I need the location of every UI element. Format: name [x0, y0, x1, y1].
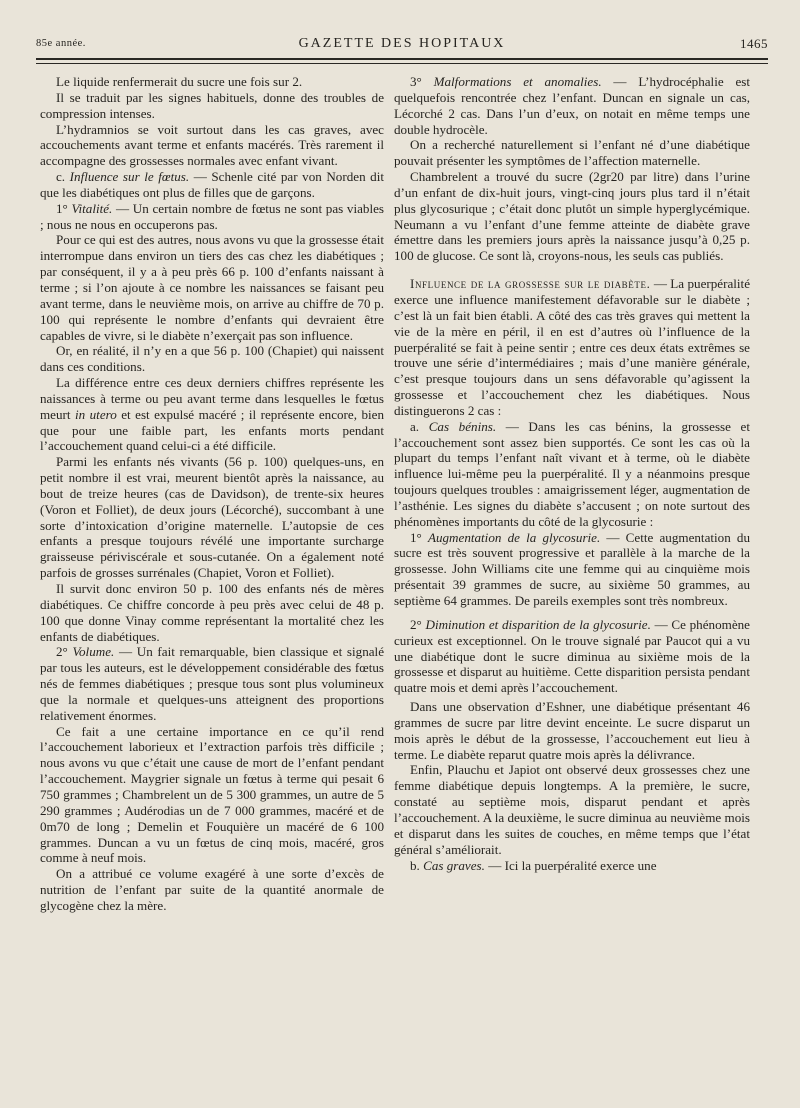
paragraph: b. Cas graves. — Ici la puerpéralité exerce une	[410, 857, 657, 873]
paragraph: 1° Augmentation de la glycosurie. — Cette augmentation du sucre est très souvent progressive et parallèle à la marche de la grossesse. John Williams cite une femme qui au cinquième mois présentait 39 grammes de sucre, au sixième 50 grammes, au septième 64 grammes. De pareils exemples sont très nombreux.	[394, 529, 751, 608]
right-column	[394, 74, 750, 873]
section-heading: Malformations et anomalies.	[433, 74, 602, 89]
paragraph: 1° Vitalité. — Un certain nombre de fœtus ne sont pas viables ; nous ne nous en occuperons pas.	[40, 200, 384, 232]
page-header	[36, 34, 768, 56]
paragraph: Il se traduit par les signes habituels, donne des troubles de compression intenses.	[40, 89, 384, 121]
section-heading: Influence sur le fœtus.	[69, 169, 190, 185]
paragraph: a. Cas bénins. — Dans les cas bénins, la grossesse et l’accouchement sont assez bien supportés. Ce sont les cas où la plupart du temps l’enfant naît vivant et à terme, où le diabète influence lui-même peu la puerpéralité. Il y a néanmoins presque toujours quelques troubles : amaigrissement léger, augmentation de l’asthénie. Les signes du diabète s’accusent ; on note surtout des phénomènes importants du côté de la glycosurie :	[394, 418, 750, 529]
paragraph: Pour ce qui est des autres, nous avons vu que la grossesse était interrompue dans environ un tiers des cas chez les diabétiques ; par conséquent, il y a à peu près 66 p. 100 d’enfants naissant à terme ; si l’on ajoute à ce nombre les naissances se faisant peu avant terme, dans le neuvième mois, on arrive au chiffre de 70 p. 100 qui représente le nombre d’enfants qui devraient être capables de vivre, si le diabète n’exerçait pas son influence.	[40, 232, 384, 343]
section-heading: Vitalité.	[71, 200, 113, 216]
paragraph: Il survit donc environ 50 p. 100 des enfants nés de mères diabétiques. Ce chiffre concorde à peu près avec celui de 48 p. 100 que donne Vinay comme représentant la mortalité chez les enfants de diabétiques.	[40, 581, 384, 644]
paragraph: 2° Volume. — Un fait remarquable, bien classique et signalé par tous les auteurs, est le développement considérable des fœtus nés de femmes diabétiques ; presque tous sont plus volumineux que la normale et quelques-uns atteignent des proportions relativement énormes.	[40, 644, 385, 723]
paragraph: Ce fait a une certaine importance en ce qu’il rend l’accouchement laborieux et l’extraction parfois très difficile ; nous avons vu que c’était une cause de mort de l’enfant pendant l’accouchement. Maygrier signale un fœtus à terme qui pesait 6 750 grammes ; Chambrelent un de 5 300 grammes, un autre de 5 290 grammes ; Audérodias un de 7 000 grammes, macéré et de 0m70 de long ; Demelin et Fouquière un macéré de 6 100 grammes. Duncan a vu un fœtus de cinq mois, macéré, gros comme à neuf mois.	[40, 723, 384, 866]
section-heading: Augmentation de la glycosurie.	[427, 529, 601, 545]
paragraph: Enfin, Plauchu et Japiot ont observé deux grossesses chez une femme diabétique depuis longtemps. A la première, le sucre, constaté au septième mois, disparut pendant et après l’accouchement. A la deuxième, le sucre diminua au neuvième mois et disparut dans les suites de couches, en même temps que l’état général s’améliorait.	[394, 762, 750, 857]
issue-year: 85e année.	[36, 38, 86, 49]
paragraph: Parmi les enfants nés vivants (56 p. 100) quelques-uns, en petit nombre il est vrai, meurent bientôt après la naissance, au bout de treize heures (cas de Davidson), de trente-six heures (Voron et Folliet), de deux jours (Lécorché), succombant à une sorte d’intoxication d’origine maternelle. L’autopsie de ces enfants a presque toujours révélé une importante surcharge graisseuse périviscérale et sous-cutanée. On a également noté parfois de grosses surrénales (Chapiet, Voron et Folliet).	[40, 454, 384, 581]
paragraph: Le liquide renfermerait du sucre une fois sur 2.	[56, 74, 303, 89]
paragraph: L’hydramnios se voit surtout dans les cas graves, avec accouchements avant terme et enfants macérés. Très rarement il accompagne des grossesses normales avec enfant vivant.	[40, 121, 384, 169]
section-heading: Volume.	[72, 644, 115, 660]
paragraph: On a attribué ce volume exagéré à une sorte d’excès de nutrition de l’enfant par suite de la quantité anormale de glycogène chez la mère.	[40, 866, 384, 913]
paragraph: Or, en réalité, il n’y en a que 56 p. 100 (Chapiet) qui naissent dans ces conditions.	[40, 343, 384, 375]
paragraph: On a recherché naturellement si l’enfant né d’une diabétique pouvait présenter les symptômes de l’affection maternelle.	[394, 137, 750, 169]
publication-title: GAZETTE DES HOPITAUX	[298, 36, 506, 51]
section-heading: Diminution et disparition de la glycosurie.	[425, 616, 651, 632]
page-number: 1465	[740, 36, 768, 51]
header-rule-thick	[36, 58, 768, 60]
paragraph: 2° Diminution et disparition de la glycosurie. — Ce phénomène curieux est exceptionnel. On le trouve signalé par Paucot qui a vu une diabétique dont le sucre diminua au sixième mois de la grossesse et disparut au huitième. Cette disparition persista pendant quatre mois et demi après l’accouchement.	[394, 616, 750, 696]
paragraph: La différence entre ces deux derniers chiffres représente les naissances à terme ou peu avant terme dans lesquelles le fœtus meurt in utero et est expulsé macéré ; il représente encore, bien que pour une faible part, les enfants morts pendant l’accouchement quand celui-ci a été difficile.	[40, 375, 384, 454]
paragraph: c. Influence sur le fœtus. — Schenle cité par von Norden dit que les diabétiques ont plus de filles que de garçons.	[40, 169, 384, 200]
paragraph: 3° Malformations et anomalies. — L’hydrocéphalie est quelquefois rencontrée chez l’enfant. Duncan en signale un cas, Lécorché 2 cas. Dans l’un d’eux, on notait en même temps une double hydrocèle.	[394, 74, 750, 137]
section-heading: Cas graves.	[423, 857, 485, 873]
header-rule-thin	[36, 63, 768, 64]
section-heading: Cas bénins.	[428, 418, 497, 434]
section-heading: Influence de la grossesse sur le diabète.	[410, 276, 651, 292]
paragraph: Dans une observation d’Eshner, une diabétique présentant 46 grammes de sucre par litre devint enceinte. Le sucre disparut un mois après le début de la grossesse, l’accouchement eut lieu à terme. Le diabète reparut quatre mois après la délivrance.	[394, 699, 750, 762]
paragraph: Chambrelent a trouvé du sucre (2gr20 par litre) dans l’urine d’un enfant de dix-huit jours, vingt-cinq jours plus tard il n’était plus glycosurique ; c’était donc plutôt un simple hyperglycémique. Neumann a vu l’enfant d’une femme atteinte de diabète grave émettre dans les premiers jours après la naissance jusqu’à 0,25 p. 100 de glucose. Ce sont là, croyons-nous, les seuls cas publiés.	[394, 169, 750, 264]
paragraph: Influence de la grossesse sur le diabète. — La puerpéralité exerce une influence manifestement défavorable sur le diabète ; c’est là un fait bien établi. A côté des cas très graves qui mettent la vie de la mère en péril, il en est d’autres où l’influence de la puerpéralité se fait à peine sentir ; entre ces deux états extrêmes se trouve une série d’intermédiaires ; mais d’une manière générale, c’est presque toujours dans un sens défavorable qu’agissent la grossesse et l’accouchement chez les diabétiques. Nous distinguerons 2 cas :	[394, 276, 751, 418]
left-column	[40, 74, 384, 914]
